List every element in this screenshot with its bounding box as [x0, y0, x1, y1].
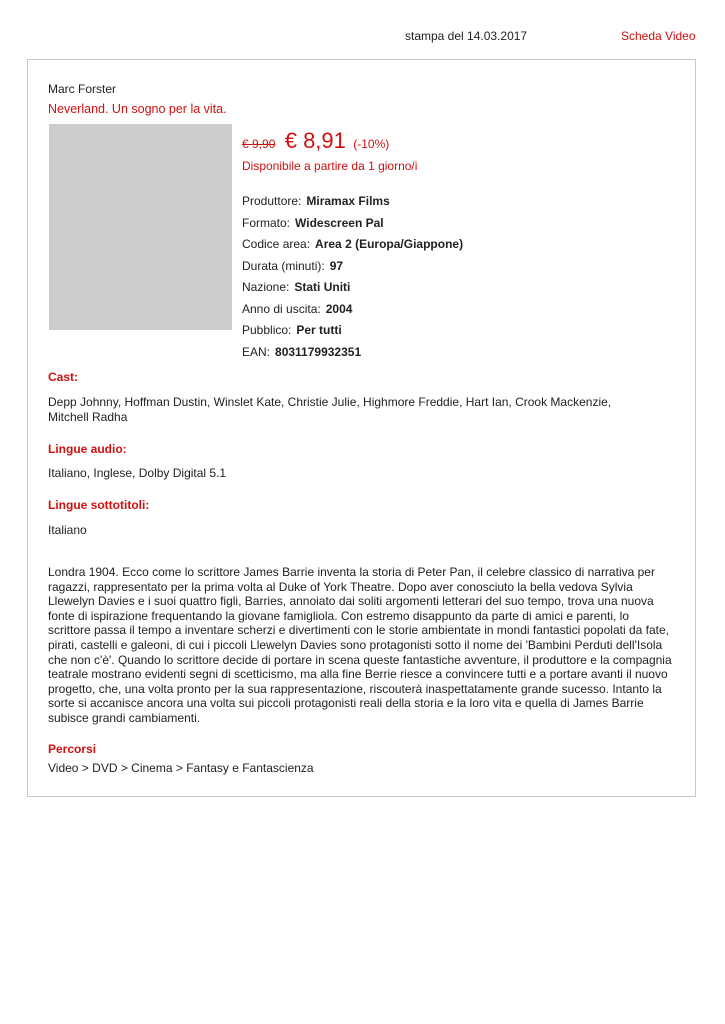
- detail-country: [242, 280, 463, 302]
- detail-producer: [242, 194, 463, 216]
- detail-label: Anno di uscita:: [242, 301, 321, 316]
- synopsis-text: Londra 1904. Ecco come lo scrittore James Barrie inventa la storia di Peter Pan, il celebre classico di narrativa per ragazzi, rappresentato per la prima volta al Duke of York Theatre. Dopo aver conosciuto la bella vedova Sylvia Llewelyn Davies e i suoi quattro figli, Barries, annoiato dai soliti argomenti letterari del suo tempo, trova una nuova fonte di ispirazione frequentando la giovane famigliola. Con estremo disappunto da parte di amici e parenti, lo scrittore passa il tempo a inventare scherzi e divertimenti con le storie ambientate in mondi fantastici popolati da fate, pirati, castelli e galeoni, di cui i piccoli Llewelyn Davies sono protagonisti sotto il nome dei 'Bambini Perduti dell'Isola che non c'è'. Quando lo scrittore decide di portare in scena queste fantastiche avventure, il produttore e la compagnia teatrale mostrano evidenti segni di scetticismo, ma alla fine Berrie riesce a convincere tutti e a portare avanti il nuovo progetto, che, una volta pronto per la sua rappresentazione, riscouterà inaspettatamente grande sucesso. Intanto la sorte si accanisce ancora una volta sui piccoli protagonisti reali della storia e la loro vita e quella di James Barrie subisce grandi cambiamenti.: [48, 565, 672, 725]
- paths-heading: Percorsi: [48, 742, 97, 756]
- detail-format: [242, 216, 463, 238]
- availability-text: Disponibile a partire da 1 giorno/i: [242, 159, 418, 173]
- detail-audience: [242, 323, 463, 345]
- subtitle-languages-heading: Lingue sottotitoli:: [48, 498, 150, 512]
- detail-region-code: [242, 237, 463, 259]
- detail-value: Miramax Films: [306, 194, 390, 208]
- print-date: stampa del 14.03.2017: [405, 29, 528, 43]
- detail-label: Pubblico:: [242, 323, 292, 337]
- detail-label: Produttore:: [242, 194, 302, 208]
- product-author[interactable]: Marc Forster: [48, 82, 117, 96]
- detail-value: Widescreen Pal: [295, 215, 384, 230]
- audio-languages-text: Italiano, Inglese, Dolby Digital 5.1: [48, 466, 227, 480]
- cast-text: Depp Johnny, Hoffman Dustin, Winslet Kate, Christie Julie, Highmore Freddie, Hart Ian, Crook Mackenzie, Mitchell Radha: [48, 395, 612, 424]
- cover-image-placeholder: [49, 124, 232, 330]
- detail-value: Per tutti: [296, 323, 342, 337]
- sheet-type-link[interactable]: Scheda Video: [621, 29, 696, 43]
- detail-label: EAN:: [242, 344, 271, 359]
- discount-badge: (-10%): [353, 137, 390, 151]
- detail-label: Nazione:: [242, 280, 290, 294]
- detail-value: 8031179932351: [275, 344, 362, 359]
- detail-value: Area 2 (Europa/Giappone): [315, 237, 464, 251]
- detail-label: Formato:: [242, 215, 291, 230]
- detail-value: 2004: [325, 301, 353, 316]
- cast-heading: Cast:: [48, 370, 79, 384]
- detail-label: Durata (minuti):: [242, 258, 325, 273]
- old-price: € 9,90: [242, 137, 276, 151]
- price-line: [242, 128, 389, 154]
- audio-languages-heading: Lingue audio:: [48, 442, 127, 456]
- subtitle-languages-text: Italiano: [48, 523, 87, 537]
- detail-ean: [242, 345, 463, 367]
- detail-value: Stati Uniti: [294, 280, 351, 294]
- paths-breadcrumb[interactable]: Video > DVD > Cinema > Fantasy e Fantascienza: [48, 761, 314, 775]
- product-title[interactable]: Neverland. Un sogno per la vita.: [48, 102, 227, 116]
- product-details-list: [242, 194, 463, 366]
- detail-value: 97: [329, 258, 344, 273]
- detail-release-year: [242, 302, 463, 324]
- product-card: [27, 59, 696, 797]
- new-price: € 8,91: [284, 128, 346, 153]
- detail-label: Codice area:: [242, 237, 311, 251]
- detail-duration: [242, 259, 463, 281]
